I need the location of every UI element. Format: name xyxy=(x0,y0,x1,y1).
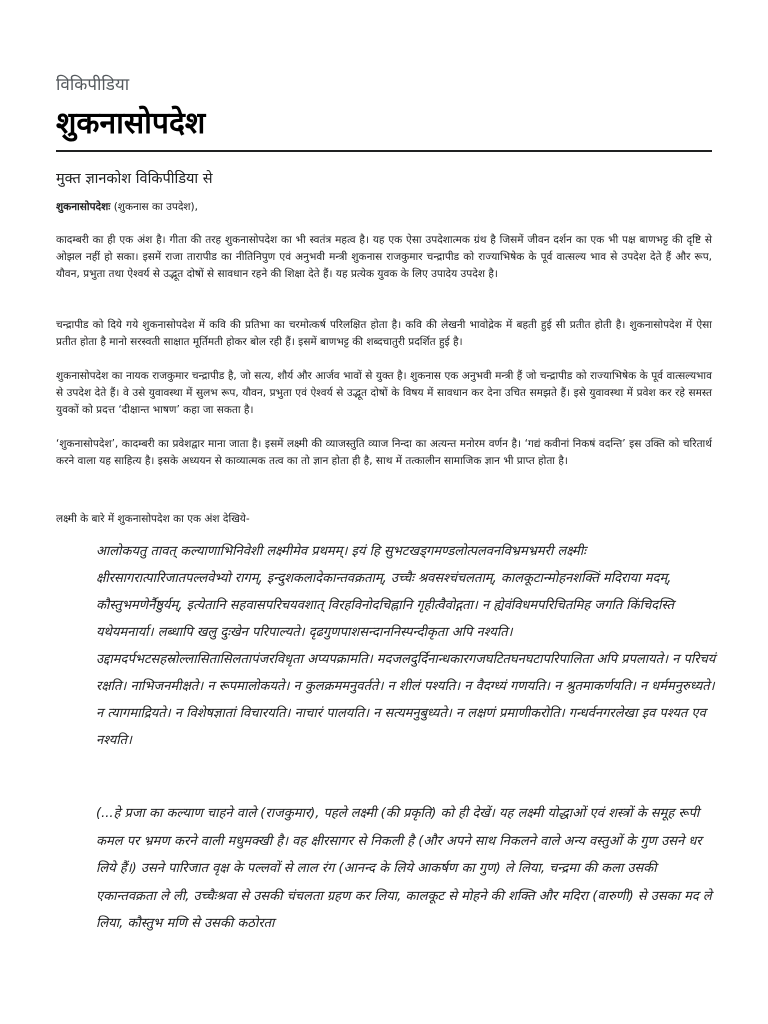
paragraph: ‘शुकनासोपदेश’, कादम्बरी का प्रवेशद्वार माना जाता है। इसमें लक्ष्मी की व्याजस्तुति व्याज निन्दा का अत्यन्त मनोरम वर्णन है। ‘गद्यं कवीनां निकषं वदन्ति’ इस उक्ति को चरितार्थ करने वाला यह साहित्य है। इसके अध्ययन से काव्यात्मक तत्व का तो ज्ञान होता ही है, साथ में तत्कालीन सामाजिक ज्ञान भी प्राप्त होता है। xyxy=(56,438,712,467)
site-name[interactable]: विकिपीडिया xyxy=(56,75,130,95)
paragraph: चन्द्रापीड को दिये गये शुकनासोपदेश में कवि की प्रतिभा का चरमोत्कर्ष परिलक्षित होता है। कवि की लेखनी भावोद्रेक में बहती हुई सी प्रतीत होती है। शुकनासोपदेश में ऐसा प्रतीत होता है मानो सरस्वती साक्षात मूर्तिमती होकर बोल रही हैं। इसमें बाणभट्ट की शब्दचातुरी प्रदर्शित हुई है। xyxy=(56,319,712,348)
lead-line xyxy=(56,199,712,216)
paragraph-intro-quote: लक्ष्मी के बारे में शुकनासोपदेश का एक अंश देखिये- xyxy=(56,513,250,525)
lead-term: शुकनासोपदेशः xyxy=(56,201,111,213)
from-line: मुक्त ज्ञानकोश विकिपीडिया से xyxy=(56,171,213,187)
paragraph: शुकनासोपदेश का नायक राजकुमार चन्द्रापीड है, जो सत्य, शौर्य और आर्जव भावों से युक्त है। शुकनास एक अनुभवी मन्त्री हैं जो चन्द्रापीड को राज्याभिषेक के पूर्व वात्सल्यभाव से उपदेश देते हैं। वे उसे युवावस्था में सुलभ रूप, यौवन, प्रभुता एवं ऐश्वर्य से उद्भूत दोषों के विषय में सावधान कर देना उचित समझते हैं। इसे युवावस्था में प्रवेश कर रहे समस्त युवकों को प्रदत्त ‘दीक्षान्त भाषण’ कहा जा सकता है। xyxy=(56,370,712,416)
hindi-translation: (...हे प्रजा का कल्याण चाहने वाले (राजकुमार), पहले लक्ष्मी (की प्रकृति) को ही देखें। यह लक्ष्मी योद्धाओं एवं शस्त्रों के समूह रूपी कमल पर भ्रमण करने वाली मधुमक्खी है। वह क्षीरसागर से निकली है (और अपने साथ निकलने वाले अन्य वस्तुओं के गुण उसने धर लिये हैं।) उसने पारिजात वृक्ष के पल्लवों से लाल रंग (आनन्द के लिये आकर्षण का गुण) ले लिया, चन्द्रमा की कला उसकी एकान्तवक्रता ले ली, उच्चैःश्रवा से उसकी चंचलता ग्रहण कर लिया, कालकूट से मोहने की शक्ति और मदिरा (वारुणी) से उसका मद ले लिया, कौस्तुभ मणि से उसकी कठोरता xyxy=(96,806,712,931)
lead-rest: (शुकनास का उपदेश), xyxy=(110,201,198,213)
sanskrit-quote: आलोकयतु तावत् कल्याणाभिनिवेशी लक्ष्मीमेव प्रथमम्। इयं हि सुभटखड्गमण्डलोत्पलवनविभ्रमभ्रमरी लक्ष्मीः क्षीरसागरात्पारिजातपल्लवेभ्यो रागम्, इन्दुशकलादेकान्तवक्रताम्, उच्चैः श्रवसश्चंचलताम्, कालकूटान्मोहनशक्तिं मदिराया मदम्, कौस्तुभमणेर्नैष्ठुर्यम्, इत्येतानि सहवासपरिचयवशात् विरहविनोदचिह्नानि गृहीत्वैवोद्गता। न ह्येवंविधमपरिचितमिह जगति किंचिदस्ति यथेयमनार्या। लब्धापि खलु दुःखेन परिपाल्यते। दृढगुणपाशसन्दाननिस्पन्दीकृता अपि नश्यति। उद्दामदर्पभटसहस्रोल्लासितासिलतापंजरविधृता अप्यपक्रामति। मदजलदुर्दिनान्धकारगजघटितघनघटापरिपालिता अपि प्रपलायते। न परिचयं रक्षति। नाभिजनमीक्षते। न रूपमालोकयते। न कुलक्रममनुवर्तते। न शीलं पश्यति। न वैदग्ध्यं गणयति। न श्रुतमाकर्णयति। न धर्ममनुरुध्यते। न त्यागमाद्रियते। न विशेषज्ञातां विचारयति। नाचारं पालयति। न सत्यमनुबुध्यते। न लक्षणं प्रमाणीकरोति। गन्धर्वनगरलेखा इव पश्यत एव नश्यति। xyxy=(96,544,716,748)
paragraph: कादम्बरी का ही एक अंश है। गीता की तरह शुकनासोपदेश का भी स्वतंत्र महत्व है। यह एक ऐसा उपदेशात्मक ग्रंथ है जिसमें जीवन दर्शन का एक भी पक्ष बाणभट्ट की दृष्टि से ओझल नहीं हो सका। इसमें राजा तारापीड का नीतिनिपुण एवं अनुभवी मन्त्री शुकनास राजकुमार चन्द्रापीड को राज्याभिषेक के पूर्व वात्सल्य भाव से उपदेश देते हैं और रूप, यौवन, प्रभुता तथा ऐश्वर्य से उद्भूत दोषों से सावधान रहने की शिक्षा देते हैं। यह प्रत्येक युवक के लिए उपादेय उपदेश है। xyxy=(56,234,712,280)
page-title: शुकनासोपदेश xyxy=(56,104,712,152)
